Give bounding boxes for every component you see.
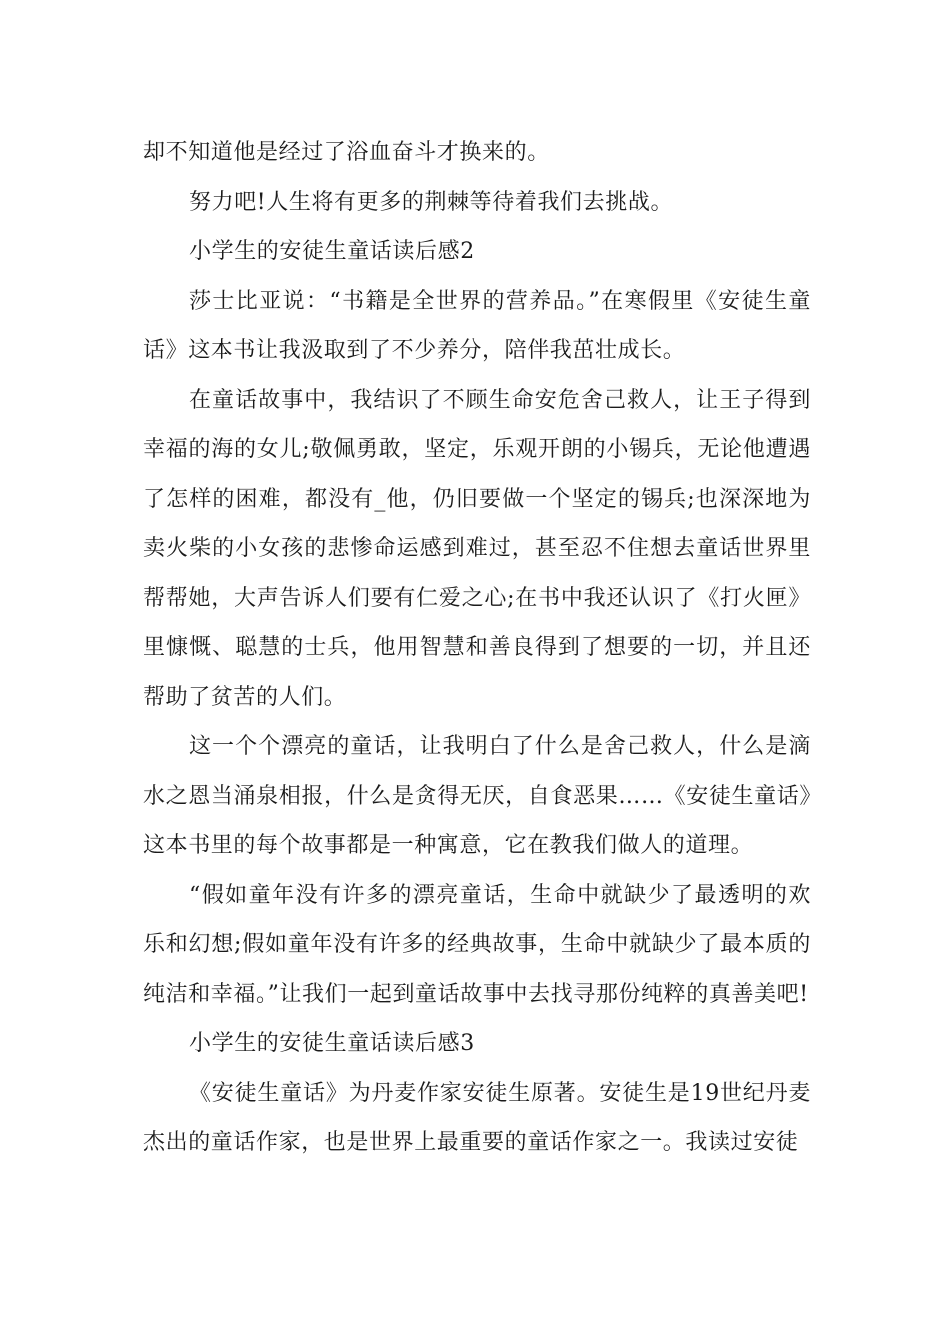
paragraph-lessons: 这一个个漂亮的童话，让我明白了什么是舍己救人，什么是滴水之恩当涌泉相报，什么是贪得无厌，自食恶果……《安徒生童话》这本书里的每个故事都是一种寓意，它在教我们做人的道理。 bbox=[143, 734, 811, 858]
paragraph-encouragement: 努力吧!人生将有更多的荆棘等待着我们去挑战。 bbox=[189, 189, 674, 215]
paragraph-childhood-quote: “假如童年没有许多的漂亮童话，生命中就缺少了最透明的欢乐和幻想;假如童年没有许多的经典故事，生命中就缺少了最本质的纯洁和幸福。”让我们一起到童话故事中去找寻那份纯粹的真善美吧! bbox=[143, 882, 811, 1007]
paragraph-continuation: 却不知道他是经过了浴血奋斗才换来的。 bbox=[143, 140, 550, 165]
paragraph-shakespeare-quote: 莎士比亚说：“书籍是全世界的营养品。”在寒假里《安徒生童话》这本书让我汲取到了不少养分，陪伴我茁壮成长。 bbox=[143, 288, 811, 363]
paragraph-andersen-intro: 《安徒生童话》为丹麦作家安徒生原著。安徒生是19世纪丹麦杰出的童话作家，也是世界上最重要的童话作家之一。我读过安徒 bbox=[143, 1080, 811, 1155]
document-body bbox=[143, 128, 811, 1168]
paragraph-fairy-tale-characters: 在童话故事中，我结识了不顾生命安危舍己救人，让王子得到幸福的海的女儿;敬佩勇敢，坚定，乐观开朗的小锡兵，无论他遭遇了怎样的困难，都没有_他，仍旧要做一个坚定的锡兵;也深深地为卖火柴的小女孩的悲惨命运感到难过，甚至忍不住想去童话世界里帮帮她，大声告诉人们要有仁爱之心;在书中我还认识了《打火匣》里慷慨、聪慧的士兵，他用智慧和善良得到了想要的一切，并且还帮助了贫苦的人们。 bbox=[143, 387, 811, 710]
section-heading-2: 小学生的安徒生童话读后感2 bbox=[189, 239, 475, 264]
section-heading-3: 小学生的安徒生童话读后感3 bbox=[189, 1031, 475, 1056]
